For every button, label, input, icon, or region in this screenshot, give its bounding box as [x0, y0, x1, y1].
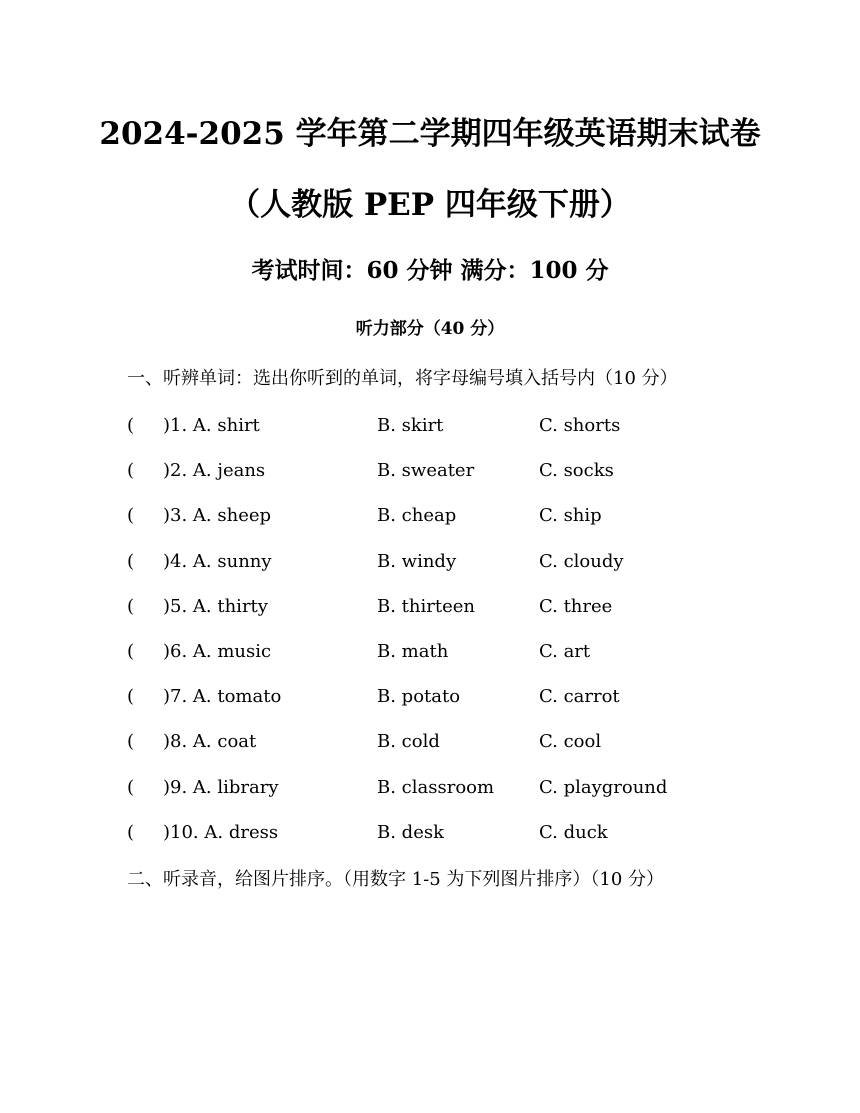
question-row [0, 503, 860, 548]
option-a: )6. A. music [163, 640, 272, 662]
option-a: )3. A. sheep [163, 505, 272, 527]
option-c: C. socks [539, 460, 614, 482]
option-b: B. windy [377, 550, 457, 572]
question-list [0, 413, 860, 865]
option-b: B. classroom [377, 776, 495, 798]
exam-info: 考试时间：60 分钟 满分：100 分 [251, 257, 609, 284]
answer-bracket: ( [127, 595, 135, 617]
answer-bracket: ( [127, 415, 135, 436]
question-row [0, 639, 860, 684]
option-a: )8. A. coat [163, 731, 257, 753]
option-b: B. thirteen [377, 595, 475, 617]
section2-heading: 二、听录音，给图片排序。（用数字 1-5 为下列图片排序）（10 分） [127, 869, 665, 890]
option-b: B. potato [377, 686, 461, 708]
section1-heading: 一、听辨单词：选出你听到的单词，将字母编号填入括号内（10 分） [127, 368, 678, 389]
option-c: C. art [539, 640, 591, 662]
option-c: C. three [539, 595, 613, 617]
part-title: 听力部分（40 分） [355, 319, 505, 339]
exam-subtitle: （人教版 PEP 四年级下册） [229, 187, 631, 223]
answer-bracket: ( [127, 505, 135, 527]
answer-bracket: ( [127, 821, 135, 843]
option-a: )4. A. sunny [163, 550, 272, 572]
answer-bracket: ( [127, 731, 135, 753]
answer-bracket: ( [127, 776, 135, 798]
option-a: )1. A. shirt [163, 415, 260, 436]
question-row [0, 413, 860, 458]
option-a: )5. A. thirty [163, 595, 268, 617]
option-a: )10. A. dress [163, 821, 279, 843]
option-c: C. duck [539, 821, 608, 843]
question-row [0, 729, 860, 774]
option-b: B. sweater [377, 460, 475, 482]
option-c: C. carrot [539, 686, 620, 708]
option-a: )9. A. library [163, 776, 279, 798]
answer-bracket: ( [127, 686, 135, 708]
question-row [0, 594, 860, 639]
option-c: C. cloudy [539, 550, 624, 572]
option-c: C. playground [539, 776, 668, 798]
option-b: B. skirt [377, 415, 444, 436]
option-b: B. cold [377, 731, 440, 753]
option-a: )7. A. tomato [163, 686, 282, 708]
answer-bracket: ( [127, 550, 135, 572]
answer-bracket: ( [127, 460, 135, 482]
question-row [0, 775, 860, 820]
question-row [0, 820, 860, 865]
option-b: B. desk [377, 821, 444, 843]
answer-bracket: ( [127, 640, 135, 662]
option-a: )2. A. jeans [163, 460, 266, 482]
option-b: B. math [377, 640, 449, 662]
exam-title: 2024-2025 学年第二学期四年级英语期末试卷 [99, 116, 761, 152]
option-c: C. cool [539, 731, 602, 753]
question-row [0, 684, 860, 729]
option-b: B. cheap [377, 505, 457, 527]
option-c: C. shorts [539, 415, 621, 436]
question-row [0, 549, 860, 594]
question-row [0, 458, 860, 503]
option-c: C. ship [539, 505, 602, 527]
